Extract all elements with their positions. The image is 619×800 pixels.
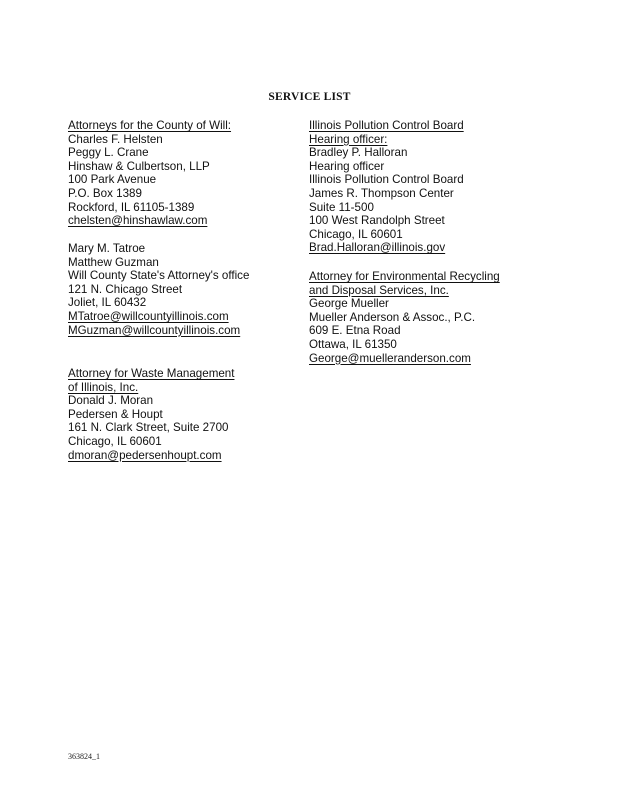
firm-name: Mueller Anderson & Assoc., P.C.	[309, 310, 476, 324]
document-id-footer: 363824_1	[68, 752, 100, 761]
block-heading: Illinois Pollution Control Board	[309, 119, 464, 132]
address-line: Joliet, IL 60432	[68, 296, 147, 310]
firm-name: Pedersen & Houpt	[68, 407, 163, 421]
address-line: Suite 11-500	[309, 200, 374, 214]
block-heading: Attorney for Environmental Recycling	[309, 270, 500, 283]
contact-name: Mary M. Tatroe	[68, 242, 146, 255]
email-link[interactable]: MTatroe@willcountyillinois.com	[68, 309, 229, 323]
contact-name: Charles F. Helsten	[68, 132, 163, 146]
email-link[interactable]: Brad.Halloran@illinois.gov	[309, 241, 446, 255]
address-line: James R. Thompson Center	[309, 186, 454, 200]
page-title: SERVICE LIST	[268, 91, 351, 103]
service-block-county-of-will	[68, 119, 231, 228]
block-heading: and Disposal Services, Inc.	[309, 283, 449, 297]
office-name: Will County State's Attorney's office	[68, 269, 250, 283]
email-link[interactable]: MGuzman@willcountyillinois.com	[68, 323, 241, 337]
address-line: 121 N. Chicago Street	[68, 282, 183, 296]
address-line: Ottawa, IL 61350	[309, 337, 397, 351]
block-heading: Attorney for Waste Management	[68, 367, 235, 380]
email-link[interactable]: chelsten@hinshawlaw.com	[68, 214, 208, 228]
service-block-waste-management	[68, 367, 234, 462]
service-block-states-attorney	[68, 242, 249, 337]
firm-name: Hinshaw & Culbertson, LLP	[68, 159, 210, 173]
address-line: Chicago, IL 60601	[309, 227, 403, 241]
contact-name: Donald J. Moran	[68, 394, 154, 408]
contact-name: George Mueller	[309, 297, 389, 311]
service-block-environmental-recycling	[309, 270, 500, 365]
email-link[interactable]: dmoran@pedersenhoupt.com	[68, 448, 222, 462]
address-line: 100 West Randolph Street	[309, 214, 445, 228]
email-link[interactable]: George@muelleranderson.com	[309, 351, 471, 365]
address-line: 161 N. Clark Street, Suite 2700	[68, 421, 229, 435]
service-block-pollution-control-board	[309, 119, 464, 255]
contact-name: Matthew Guzman	[68, 255, 159, 269]
address-line: 609 E. Etna Road	[309, 324, 401, 338]
address-line: 100 Park Avenue	[68, 173, 157, 187]
office-name: Illinois Pollution Control Board	[309, 173, 464, 187]
contact-name: Bradley P. Halloran	[309, 146, 408, 160]
contact-title: Hearing officer	[309, 159, 385, 173]
contact-name: Peggy L. Crane	[68, 146, 149, 160]
block-heading: Attorneys for the County of Will:	[68, 119, 232, 132]
address-line: Chicago, IL 60601	[68, 434, 162, 448]
address-line: P.O. Box 1389	[68, 186, 142, 200]
block-heading: Hearing officer:	[309, 132, 388, 146]
block-heading: of Illinois, Inc.	[68, 380, 139, 394]
address-line: Rockford, IL 61105-1389	[68, 200, 195, 214]
